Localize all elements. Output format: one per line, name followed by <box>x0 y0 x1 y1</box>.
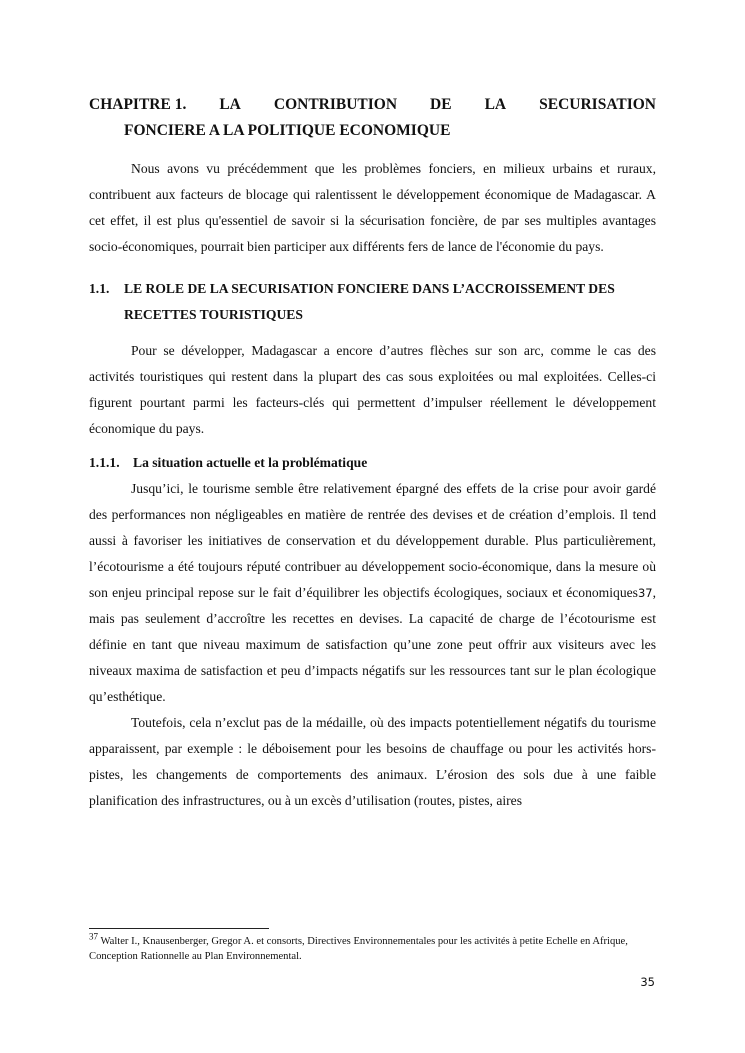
paragraph-text: , mais pas seulement d’accroître les recettes en devises. La capacité de charge de l’écotourisme est définie en tant que niveau maximum de satisfaction qu’une zone peut offrir aux visiteurs avec les niveaux maxima de satisfaction et peu d’impacts négatifs sur les ressources tant sur le plan écologique qu’esthétique. <box>89 585 656 704</box>
chapter-title-line2: FONCIERE A LA POLITIQUE ECONOMIQUE <box>124 122 451 139</box>
footnote-separator <box>89 928 269 929</box>
subsection-number: 1.1.1. <box>89 455 120 470</box>
subsection-heading <box>89 450 656 476</box>
chapter-title <box>89 92 656 144</box>
section-number: 1.1. <box>89 281 110 296</box>
chapter-title-line1 <box>89 92 656 118</box>
subsection-paragraph-1 <box>89 476 656 710</box>
section-heading <box>89 276 656 328</box>
section-title: LE ROLE DE LA SECURISATION FONCIERE DANS L’ACCROISSEMENT DES RECETTES TOURISTIQUES <box>124 281 615 322</box>
chapter-title-word: DE <box>430 96 452 113</box>
chapter-title-word: LA <box>484 96 507 113</box>
footnote-number: 37 <box>89 931 98 942</box>
chapter-label: CHAPITRE 1. <box>89 96 187 113</box>
paragraph-text: Jusqu’ici, le tourisme semble être relativement épargné des effets de la crise pour avoir gardé des performances non négligeables en matière de rentrée des devises et de création d’emplois. Il tend aussi à favoriser les initiatives de conservation et du développement durable. Plus particulièrement, l’écotourisme a été toujours réputé contribuer au développement socio-économique, dans la mesure où son enjeu principal repose sur le fait d’équilibrer les objectifs écologiques, sociaux et économiques <box>89 481 656 600</box>
footnote-reference[interactable]: 37 <box>637 586 653 600</box>
page-number: 35 <box>640 975 655 989</box>
subsection-paragraph-2: Toutefois, cela n’exclut pas de la médaille, où des impacts potentiellement négatifs du tourisme apparaissent, par exemple : le déboisement pour les besoins de chauffage ou pour les activités hors-pistes, les changements de comportements des animaux. L’érosion des sols due à une faible planification des infrastructures, ou à un excès d’utilisation (routes, pistes, aires <box>89 715 656 808</box>
page-content <box>89 92 656 814</box>
intro-paragraph: Nous avons vu précédemment que les problèmes fonciers, en milieux urbains et ruraux, contribuent aux facteurs de blocage qui ralentissent le développement économique de Madagascar. A cet effet, il est plus qu'essentiel de savoir si la sécurisation foncière, de par ses multiples avantages socio-économiques, pourrait bien participer aux différents fers de lance de l'économie du pays. <box>89 161 656 254</box>
chapter-title-word: CONTRIBUTION <box>273 96 398 113</box>
footnote-text: Walter I., Knausenberger, Gregor A. et consorts, Directives Environnementales pour les activités à petite Echelle en Afrique, Conception Rationnelle au Plan Environnemental. <box>89 936 628 962</box>
subsection-title: La situation actuelle et la problématique <box>133 455 368 470</box>
chapter-title-word: SECURISATION <box>539 96 656 113</box>
section-paragraph: Pour se développer, Madagascar a encore d’autres flèches sur son arc, comme le cas des activités touristiques qui restent dans la plupart des cas sous exploitées ou mal exploitées. Celles-ci figurent pourtant parmi les facteurs-clés qui permettent d’impulser réellement le développement économique du pays. <box>89 343 656 436</box>
footnote <box>89 931 649 964</box>
chapter-title-word: LA <box>219 96 241 113</box>
